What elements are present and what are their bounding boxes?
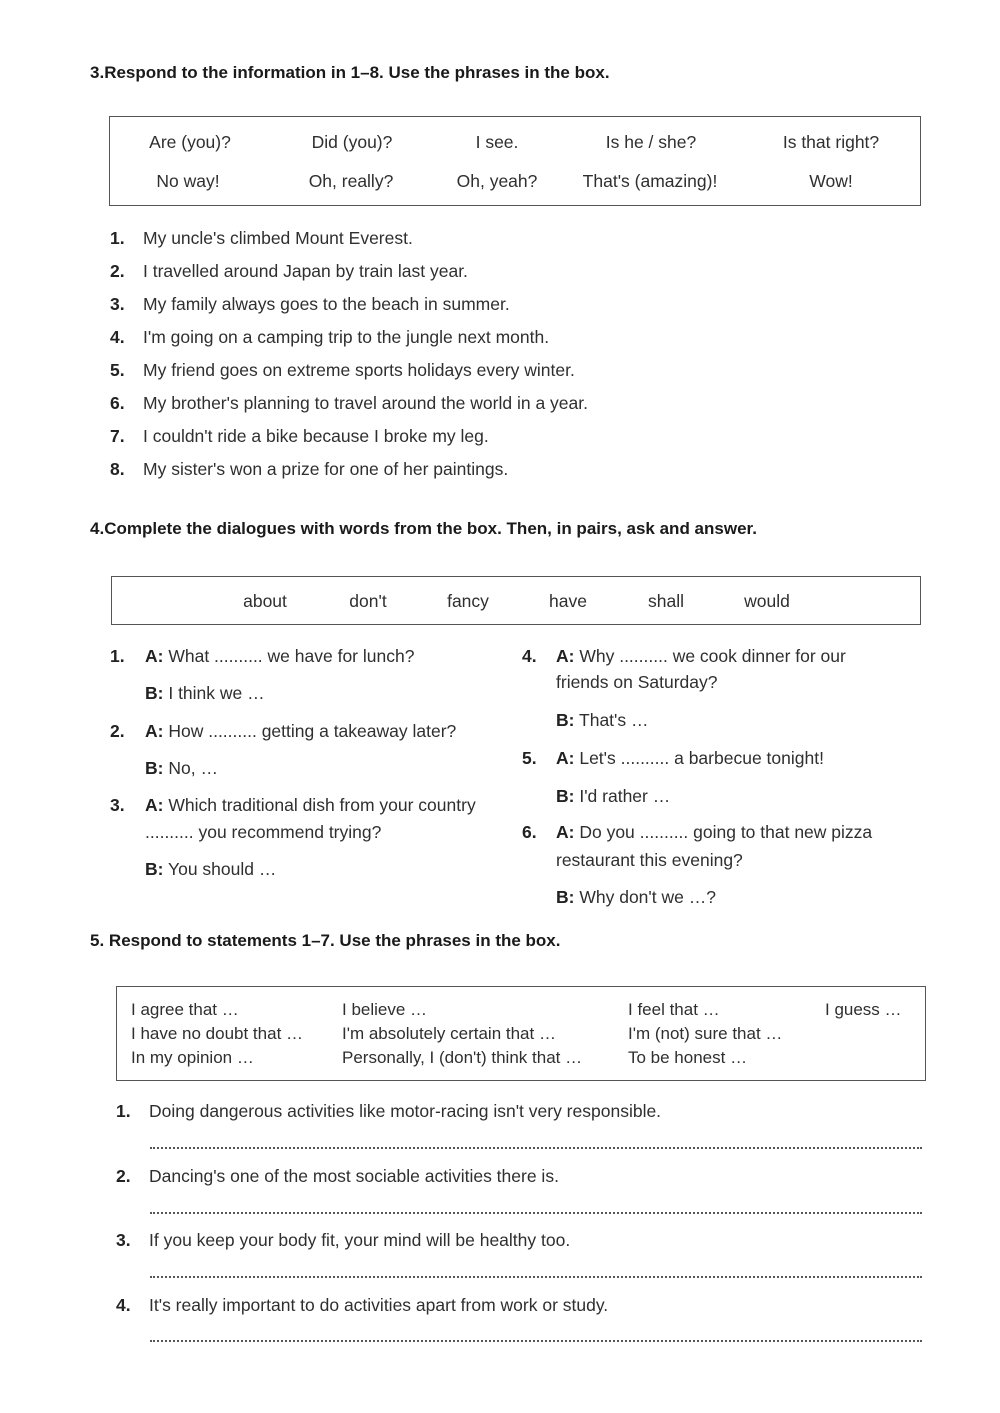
dialogue-a-line: restaurant this evening? xyxy=(556,850,743,870)
ex3-instruction: Respond to the information in 1–8. Use the phrases in the box. xyxy=(104,63,610,82)
ex3-phrase: Oh, yeah? xyxy=(456,171,538,191)
dialogue-a-line: Let's .......... a barbecue tonight! xyxy=(579,748,824,768)
dialogue-number: 5. xyxy=(522,748,537,768)
answer-line[interactable] xyxy=(150,1340,922,1342)
dialogue-a-line: Why .......... we cook dinner for our xyxy=(579,646,846,666)
ex3-phrase: I see. xyxy=(475,132,519,152)
dialogue-number: 6. xyxy=(522,822,537,842)
answer-line[interactable] xyxy=(150,1212,922,1214)
ex5-phrase: In my opinion … xyxy=(131,1048,254,1067)
ex4-word: don't xyxy=(349,591,387,611)
dialogue-b-line: I think we … xyxy=(168,683,265,703)
dialogue-a-line: Which traditional dish from your country xyxy=(168,795,476,815)
dialogue-a-line: What .......... we have for lunch? xyxy=(168,646,415,666)
dialogue-a-line: Do you .......... going to that new pizza xyxy=(579,822,873,842)
ex5-phrase: To be honest … xyxy=(628,1048,748,1067)
ex5-phrase: Personally, I (don't) think that … xyxy=(342,1048,583,1067)
ex5-heading xyxy=(90,931,560,951)
ex3-phrase: Did (you)? xyxy=(311,132,393,152)
dialogue-b-line: No, … xyxy=(168,758,218,778)
dialogue-b-line: Why don't we …? xyxy=(579,887,716,907)
dialogue-b-line: That's … xyxy=(579,710,649,730)
ex3-phrase: Wow! xyxy=(809,171,853,191)
ex4-heading xyxy=(90,519,757,539)
dialogue-a-line: friends on Saturday? xyxy=(556,672,718,692)
ex3-phrase: Are (you)? xyxy=(149,132,231,152)
ex4-word: about xyxy=(243,591,287,611)
dialogue-b-line: You should … xyxy=(168,859,277,879)
ex4-instruction: Complete the dialogues with words from the box. Then, in pairs, ask and answer. xyxy=(104,519,757,538)
ex4-word: would xyxy=(744,591,790,611)
ex5-phrase: I agree that … xyxy=(131,1000,239,1019)
dialogue-number: 3. xyxy=(110,795,125,815)
dialogue-number: 1. xyxy=(110,646,125,666)
ex5-phrase: I feel that … xyxy=(628,1000,720,1019)
ex4-word: shall xyxy=(648,591,684,611)
ex4-word-box xyxy=(111,576,921,625)
ex3-phrase: Is that right? xyxy=(782,132,880,152)
answer-line[interactable] xyxy=(150,1276,922,1278)
ex5-instruction: Respond to statements 1–7. Use the phrases in the box. xyxy=(108,931,561,950)
dialogue-a-line: .......... you recommend trying? xyxy=(145,822,382,842)
ex3-phrase: Oh, really? xyxy=(308,171,394,191)
ex5-phrase-box xyxy=(116,986,926,1081)
ex4-word: fancy xyxy=(447,591,489,611)
ex5-phrase: I have no doubt that … xyxy=(131,1024,304,1043)
ex3-phrase-box xyxy=(109,116,921,206)
ex5-phrase: I guess … xyxy=(825,1000,902,1019)
ex5-phrase: I'm absolutely certain that … xyxy=(342,1024,556,1043)
ex3-number: 3. xyxy=(90,63,105,82)
ex3-phrase: That's (amazing)! xyxy=(582,171,718,191)
ex3-heading xyxy=(90,63,610,83)
ex3-phrase: No way! xyxy=(156,171,220,191)
ex5-number: 5. xyxy=(90,931,105,950)
dialogue-number: 2. xyxy=(110,721,125,741)
ex4-number: 4. xyxy=(90,519,105,538)
dialogue-number: 4. xyxy=(522,646,537,666)
dialogue-a-line: How .......... getting a takeaway later? xyxy=(168,721,457,741)
answer-line[interactable] xyxy=(150,1147,922,1149)
ex5-phrase: I believe … xyxy=(342,1000,428,1019)
ex4-word: have xyxy=(549,591,587,611)
dialogue-b-line: I'd rather … xyxy=(579,786,671,806)
ex5-phrase: I'm (not) sure that … xyxy=(628,1024,783,1043)
ex3-phrase: Is he / she? xyxy=(605,132,697,152)
